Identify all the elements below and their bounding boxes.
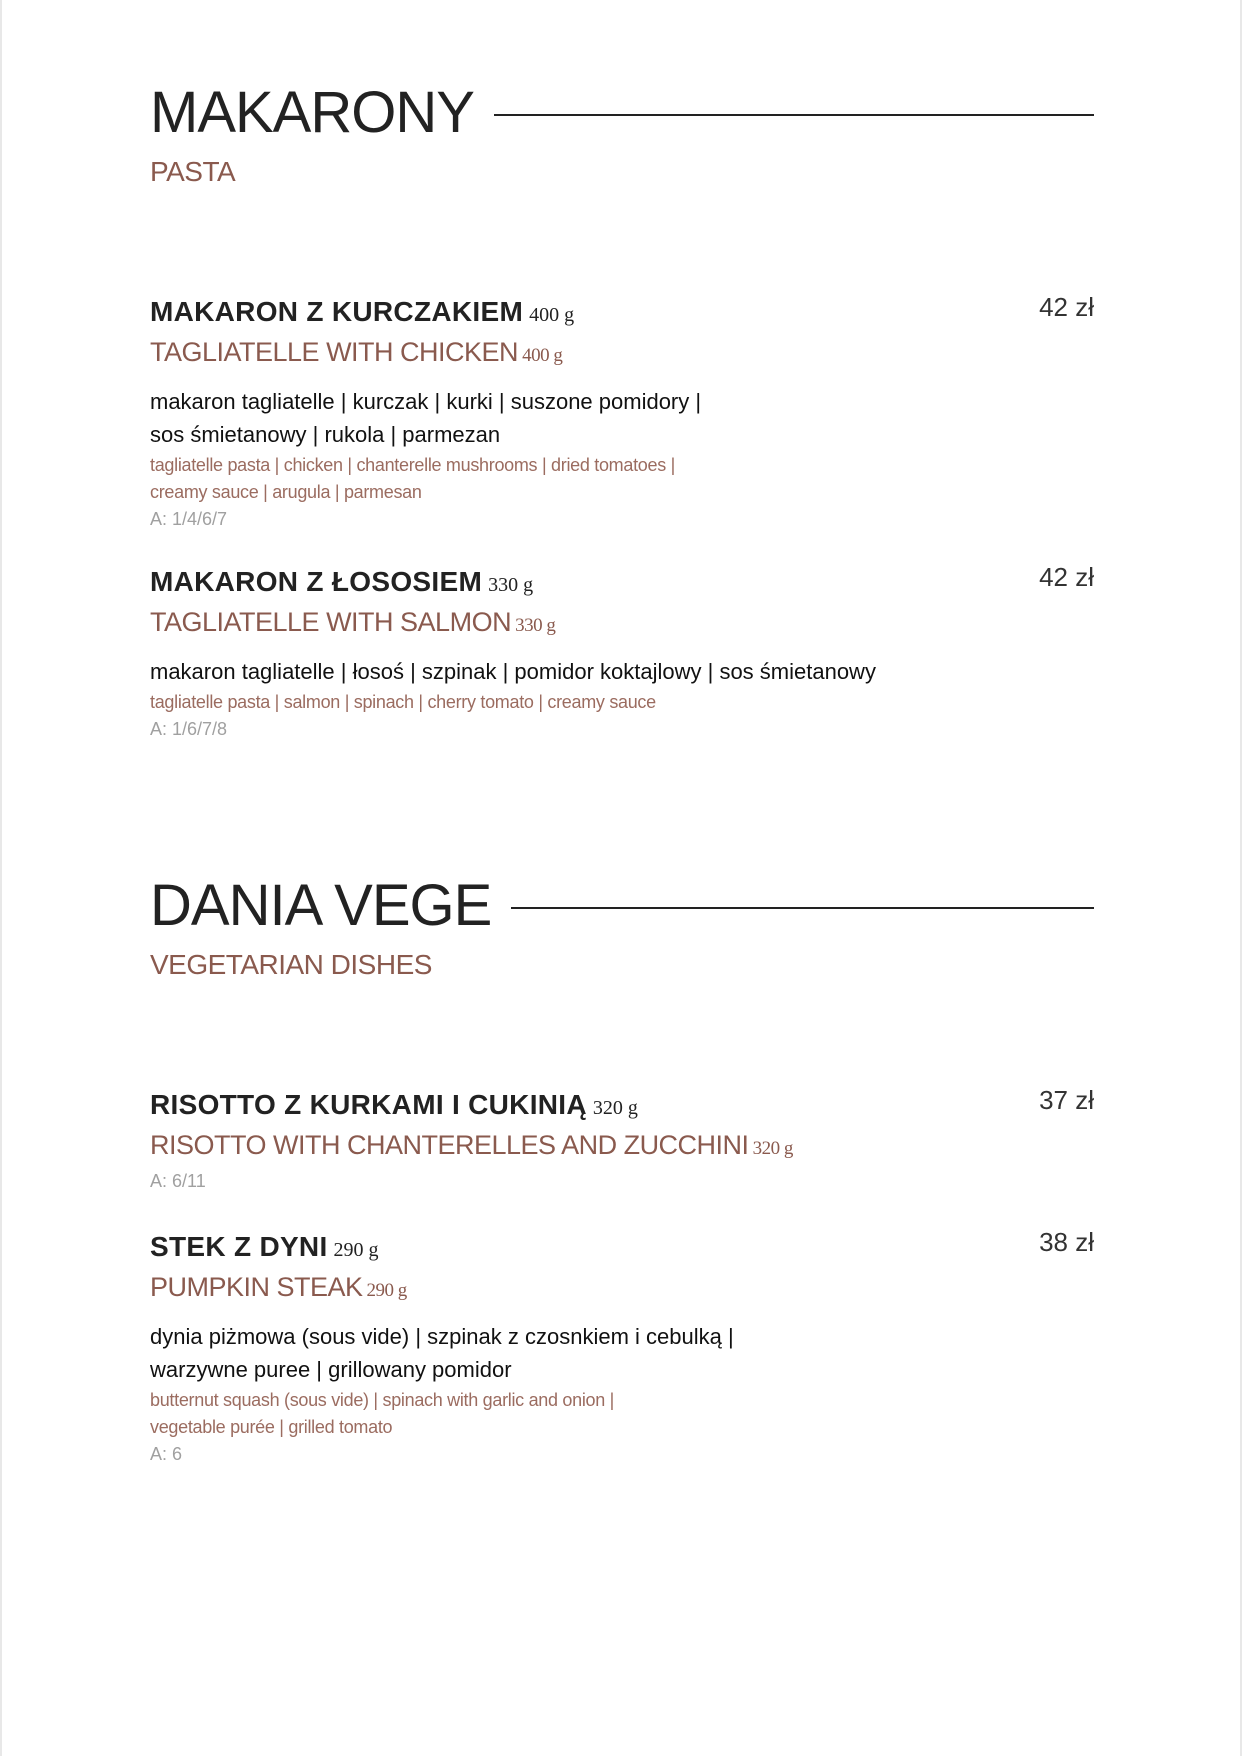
section-divider-line	[494, 114, 1094, 116]
dish-weight-en: 400 g	[522, 345, 563, 366]
dish-name-en	[150, 1126, 1094, 1168]
section-title: DANIA VEGE	[150, 877, 507, 935]
menu-item	[150, 294, 1094, 533]
dish-description-en: butternut squash (sous vide) | spinach with garlic and onion | vegetable purée | grilled tomato	[150, 1390, 615, 1437]
section-header	[150, 80, 1094, 194]
menu-item	[150, 1087, 1094, 1195]
dish-allergens: A: 1/4/6/7	[150, 509, 228, 529]
dish-weight-en: 320 g	[752, 1138, 793, 1159]
dish-name-pl	[150, 1229, 1094, 1268]
dish-price: 42 zł	[1039, 562, 1094, 592]
dish-weight-en: 290 g	[366, 1280, 407, 1301]
dish-name-pl	[150, 294, 1094, 333]
dish-allergens: A: 1/6/7/8	[150, 719, 228, 739]
dish-weight: 290 g	[333, 1239, 379, 1261]
dish-price: 38 zł	[1039, 1227, 1094, 1257]
dish-name-text: STEK Z DYNI	[150, 1231, 328, 1262]
dish-allergens: A: 6	[150, 1444, 183, 1464]
dish-name-pl	[150, 564, 1094, 603]
dish-name-text: RISOTTO Z KURKAMI I CUKINIĄ	[150, 1089, 587, 1120]
dish-description-pl: dynia piżmowa (sous vide) | szpinak z czosnkiem i cebulką | warzywne puree | grillowany pomidor	[150, 1324, 734, 1382]
section-vegetarian	[150, 873, 1094, 1464]
dish-weight: 330 g	[488, 574, 534, 596]
dish-name-pl	[150, 1087, 1094, 1126]
section-title: MAKARONY	[150, 84, 490, 142]
dish-name-en	[150, 603, 1094, 645]
dish-price: 37 zł	[1039, 1085, 1094, 1115]
dish-name-en-text: PUMPKIN STEAK	[150, 1272, 363, 1302]
dish-weight: 320 g	[592, 1097, 638, 1119]
menu-item	[150, 564, 1094, 743]
dish-name-text: MAKARON Z ŁOSOSIEM	[150, 566, 483, 597]
menu-page	[2, 0, 1240, 1756]
dish-description-pl: makaron tagliatelle | kurczak | kurki | suszone pomidory | sos śmietanowy | rukola | parmezan	[150, 389, 702, 447]
menu-item	[150, 1229, 1094, 1468]
dish-description-pl: makaron tagliatelle | łosoś | szpinak | pomidor koktajlowy | sos śmietanowy	[150, 659, 876, 684]
dish-name-en	[150, 333, 1094, 375]
dish-name-text: MAKARON Z KURCZAKIEM	[150, 296, 524, 327]
dish-price: 42 zł	[1039, 292, 1094, 322]
section-subtitle: PASTA	[150, 156, 236, 187]
dish-allergens: A: 6/11	[150, 1171, 206, 1191]
section-subtitle: VEGETARIAN DISHES	[150, 949, 432, 980]
dish-description-en: tagliatelle pasta | chicken | chanterelle mushrooms | dried tomatoes | creamy sauce | arugula | parmesan	[150, 455, 675, 502]
section-divider-line	[511, 907, 1094, 909]
dish-name-en-text: TAGLIATELLE WITH SALMON	[150, 607, 512, 637]
dish-name-en-text: RISOTTO WITH CHANTERELLES AND ZUCCHINI	[150, 1130, 749, 1160]
dish-description-en: tagliatelle pasta | salmon | spinach | cherry tomato | creamy sauce	[150, 692, 656, 712]
dish-weight: 400 g	[529, 304, 575, 326]
section-header	[150, 873, 1094, 987]
dish-name-en	[150, 1268, 1094, 1310]
dish-name-en-text: TAGLIATELLE WITH CHICKEN	[150, 337, 519, 367]
dish-weight-en: 330 g	[515, 615, 556, 636]
section-pasta	[150, 80, 1094, 739]
